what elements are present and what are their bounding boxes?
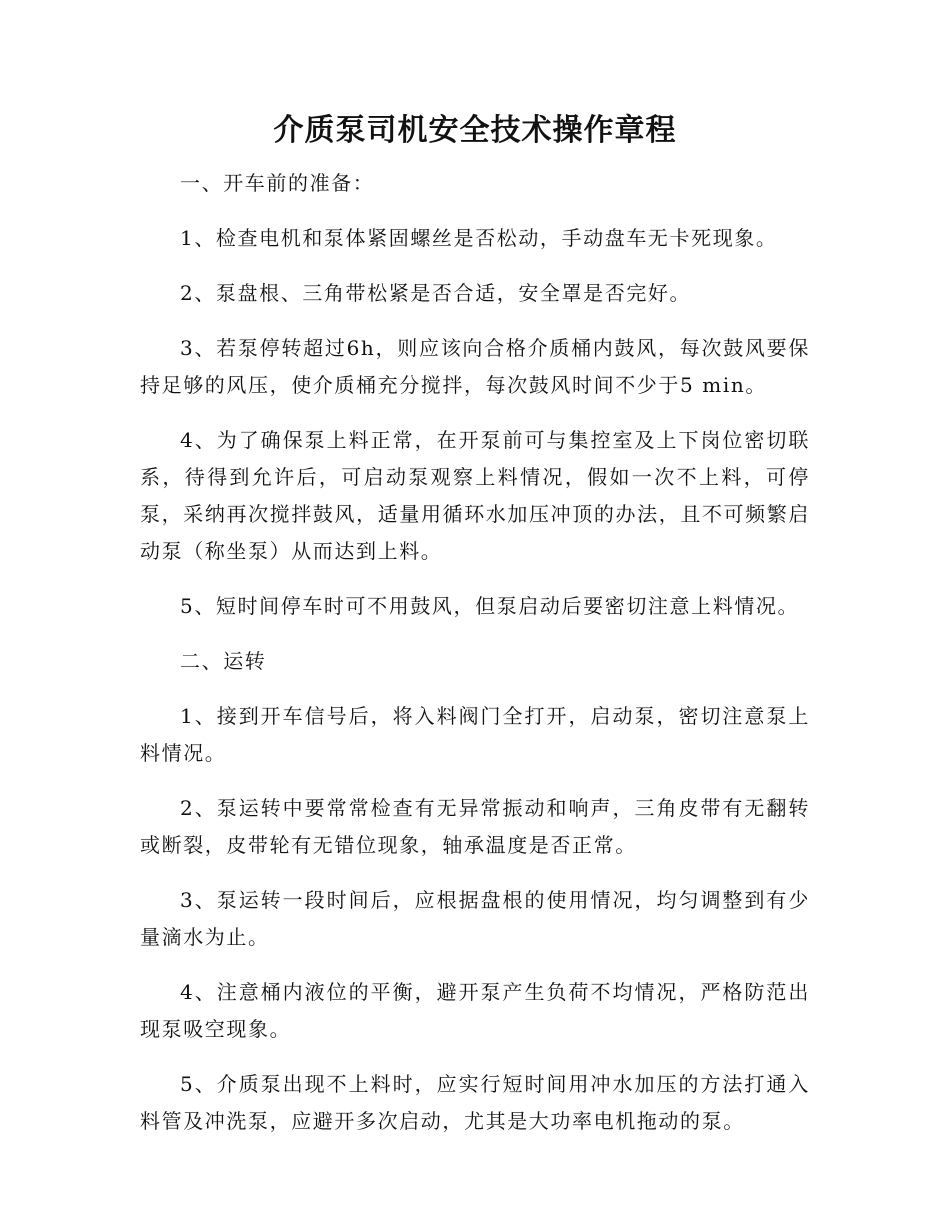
section-heading-operation: 二、运转 — [180, 649, 267, 673]
paragraph-prep-1: 1、检查电机和泵体紧固螺丝是否松动，手动盘车无卡死现象。 — [180, 226, 778, 250]
document-body — [140, 165, 810, 1158]
paragraph-run-5: 5、介质泵出现不上料时，应实行短时间用冲水加压的方法打通入料管及冲洗泵，应避开多次启动，尤其是大功率电机拖动的泵。 — [140, 1072, 810, 1133]
paragraph-run-2: 2、泵运转中要常常检查有无异常振动和响声，三角皮带有无翻转或断裂，皮带轮有无错位现象，轴承温度是否正常。 — [140, 796, 810, 857]
paragraph-run-3: 3、泵运转一段时间后，应根据盘根的使用情况，均匀调整到有少量滴水为止。 — [140, 888, 810, 949]
section-heading-preparation: 一、开车前的准备： — [180, 171, 375, 195]
paragraph-prep-3: 3、若泵停转超过6h，则应该向合格介质桶内鼓风，每次鼓风要保持足够的风压，使介质桶充分搅拌，每次鼓风时间不少于5 min。 — [140, 336, 810, 397]
paragraph-prep-2: 2、泵盘根、三角带松紧是否合适，安全罩是否完好。 — [180, 281, 692, 305]
paragraph-run-1: 1、接到开车信号后，将入料阀门全打开，启动泵，密切注意泵上料情况。 — [140, 704, 810, 765]
document-title: 介质泵司机安全技术操作章程 — [273, 113, 677, 148]
paragraph-run-4: 4、注意桶内液位的平衡，避开泵产生负荷不均情况，严格防范出现泵吸空现象。 — [140, 980, 810, 1041]
paragraph-prep-5: 5、短时间停车时可不用鼓风，但泵启动后要密切注意上料情况。 — [180, 594, 800, 618]
paragraph-prep-4: 4、为了确保泵上料正常，在开泵前可与集控室及上下岗位密切联系，待得到允许后，可启动泵观察上料情况，假如一次不上料，可停泵，采纳再次搅拌鼓风，适量用循环水加压冲顶的办法，且不可频繁启动泵（称坐泵）从而达到上料。 — [140, 428, 810, 563]
